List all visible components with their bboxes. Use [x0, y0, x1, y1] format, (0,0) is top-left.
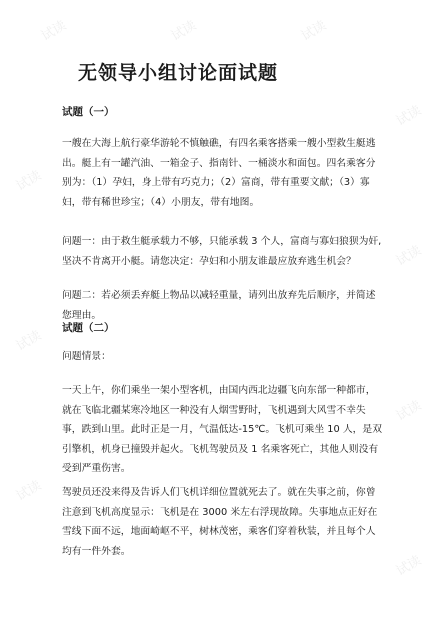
question-paragraph: 问题二：若必须丢弃艇上物品以减轻重量，请列出放弃先后顺序，并简述您理由。: [62, 290, 376, 321]
watermark: 试读: [298, 18, 330, 45]
watermark: 试读: [393, 243, 425, 270]
story-paragraph: 一天上午，你们乘坐一架小型客机，由国内西北边疆飞向东部一种都市，就在飞临北疆某寒冷地区一种没有人烟雪野时，飞机遇到大风雪不幸失事，跌到山里。此时正是一月，气温低达-15℃。飞机可乘坐 10 人，是双引擎机，机身已撞毁并起火。飞机驾驶员及 1 名乘客死亡，其他人则没有受到严重伤害。: [62, 385, 383, 474]
scenario-paragraph: 一艘在大海上航行豪华游轮不慎触礁，有四名乘客搭乘一艘小型救生艇逃出。艇上有一罐汽油、一箱金子、指南针、一桶淡水和面包。四名乘客分别为：（1）孕妇，身上带有巧克力；（2）富商，带有重要文献；（3）寡妇，带有稀世珍宝；（4）小朋友，带有地图。: [62, 138, 376, 208]
story-paragraph: 驾驶员还没来得及告诉人们飞机详细位置就死去了。就在失事之前，你曾注意到飞机高度显示：飞机是在 3000 米左右浮现故障。失事地点正好在雪线下面不远，地面崎岖不平，树林茂密，乘客们穿着秋装，并且每个人均有一件外套。: [62, 487, 378, 557]
question-paragraph: 问题一：由于救生艇承载力不够，只能承载 3 个人，富商与寡妇狼狈为奸,坚决不肯离开小艇。请您决定：孕妇和小朋友谁最应放弃逃生机会？: [62, 236, 382, 267]
watermark: 试读: [168, 18, 200, 45]
document-title: 无领导小组讨论面试题: [78, 62, 279, 84]
watermark: 试读: [13, 168, 45, 195]
watermark: 试读: [13, 478, 45, 505]
section-heading: 试题（一）: [62, 106, 115, 118]
intro-label: 问题情景：: [62, 351, 111, 362]
watermark: 试读: [393, 103, 425, 130]
watermark: 试读: [393, 398, 425, 425]
watermark: 试读: [38, 18, 70, 45]
watermark: 试读: [13, 328, 45, 355]
watermark: 试读: [393, 553, 425, 580]
section-heading: 试题（二）: [62, 322, 115, 334]
